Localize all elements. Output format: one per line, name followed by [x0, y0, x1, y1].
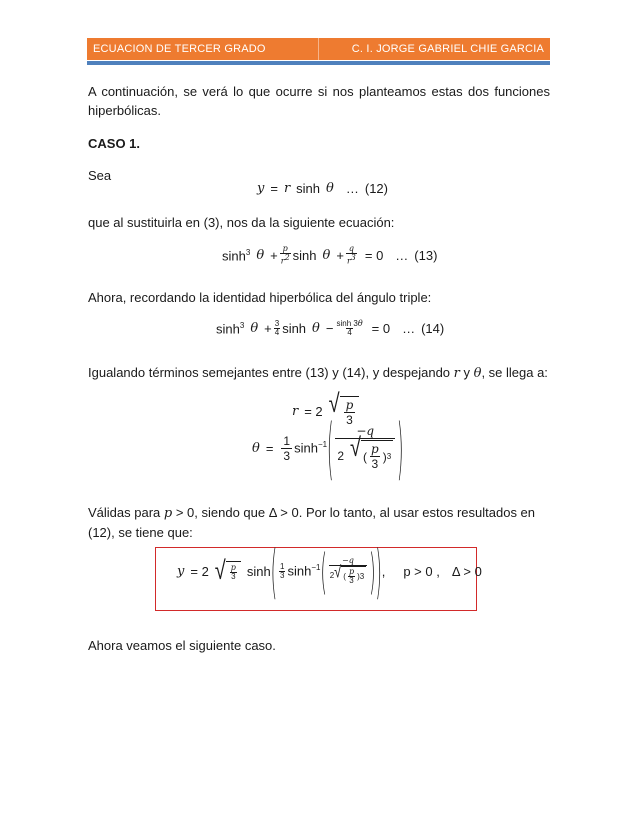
eq13-tag: (13): [414, 247, 438, 263]
intro-paragraph: A continuación, se verá lo que ocurre si nos planteamos estas dos funciones hiperbólicas.: [88, 84, 550, 118]
validity-text-part1: Válidas para: [88, 505, 164, 520]
substitution-text: que al sustituirla en (3), nos da la siguiente ecuación:: [88, 215, 395, 230]
boxed-condition-delta: Δ > 0: [451, 563, 482, 579]
eq14-tag: (14): [421, 321, 445, 336]
page-header: [87, 38, 550, 60]
equating-text-before: Igualando términos semejantes entre (13) y (14), y despejando: [88, 365, 454, 380]
equating-text-after: , se llega a:: [481, 365, 548, 380]
boxed-equation: y = 2 √ $\frac{p}{3}$ sinh ( $\frac{1}{3}$ $\sinh^{-1}$ ( −q 2 √ ( $\frac{p}{3}$ ) 3 ) ) , p > 0 , Δ > 0: [177, 536, 482, 606]
validity-text: Válidas para p > 0, siendo que Δ > 0. Por lo tanto, al usar estos resultados en (12), se tiene que:: [88, 505, 536, 540]
equation-14: $\sinh^3$ θ + $\frac{3}{4}$ sinh θ − $\frac{\sinh 3\theta}{4}$ = 0 … (14): [216, 319, 445, 337]
validity-text-part2: > 0, siendo que Δ > 0. Por lo tanto, al usar estos resultados en (12), se tiene que:: [88, 505, 536, 540]
case-heading: CASO 1.: [88, 136, 141, 151]
eq12-tag: (12): [364, 181, 388, 196]
boxed-condition-p: p > 0 ,: [403, 563, 440, 579]
header-title: ECUACION DE TERCER GRADO: [87, 38, 319, 60]
sea-text: Sea: [88, 168, 112, 183]
identity-text: Ahora, recordando la identidad hiperbólica del ángulo triple:: [88, 290, 432, 305]
equation-r: r = 2 √ $\frac{p}{3}$: [292, 396, 359, 427]
equation-12: y = r sinh θ … (12): [257, 181, 388, 196]
closing-text: Ahora veamos el siguiente caso.: [88, 638, 276, 653]
equating-text-middle: y: [459, 365, 474, 380]
equation-theta: θ = $\frac{1}{3}$ $\sinh^{-1}$ ( −q 2 √ ( $\frac{p}{3}$ ) 3 ): [252, 408, 404, 488]
header-rule: [87, 61, 550, 65]
header-author: C. I. JORGE GABRIEL CHIE GARCIA: [351, 43, 544, 55]
equation-13: $\sinh^3$ θ + $\frac{p}{r^2}$ sinh θ + $\frac{q}{r^3}$ = 0 … (13): [222, 244, 438, 266]
equating-text: Igualando términos semejantes entre (13) y (14), y despejando r y θ, se llega a:: [88, 365, 548, 381]
